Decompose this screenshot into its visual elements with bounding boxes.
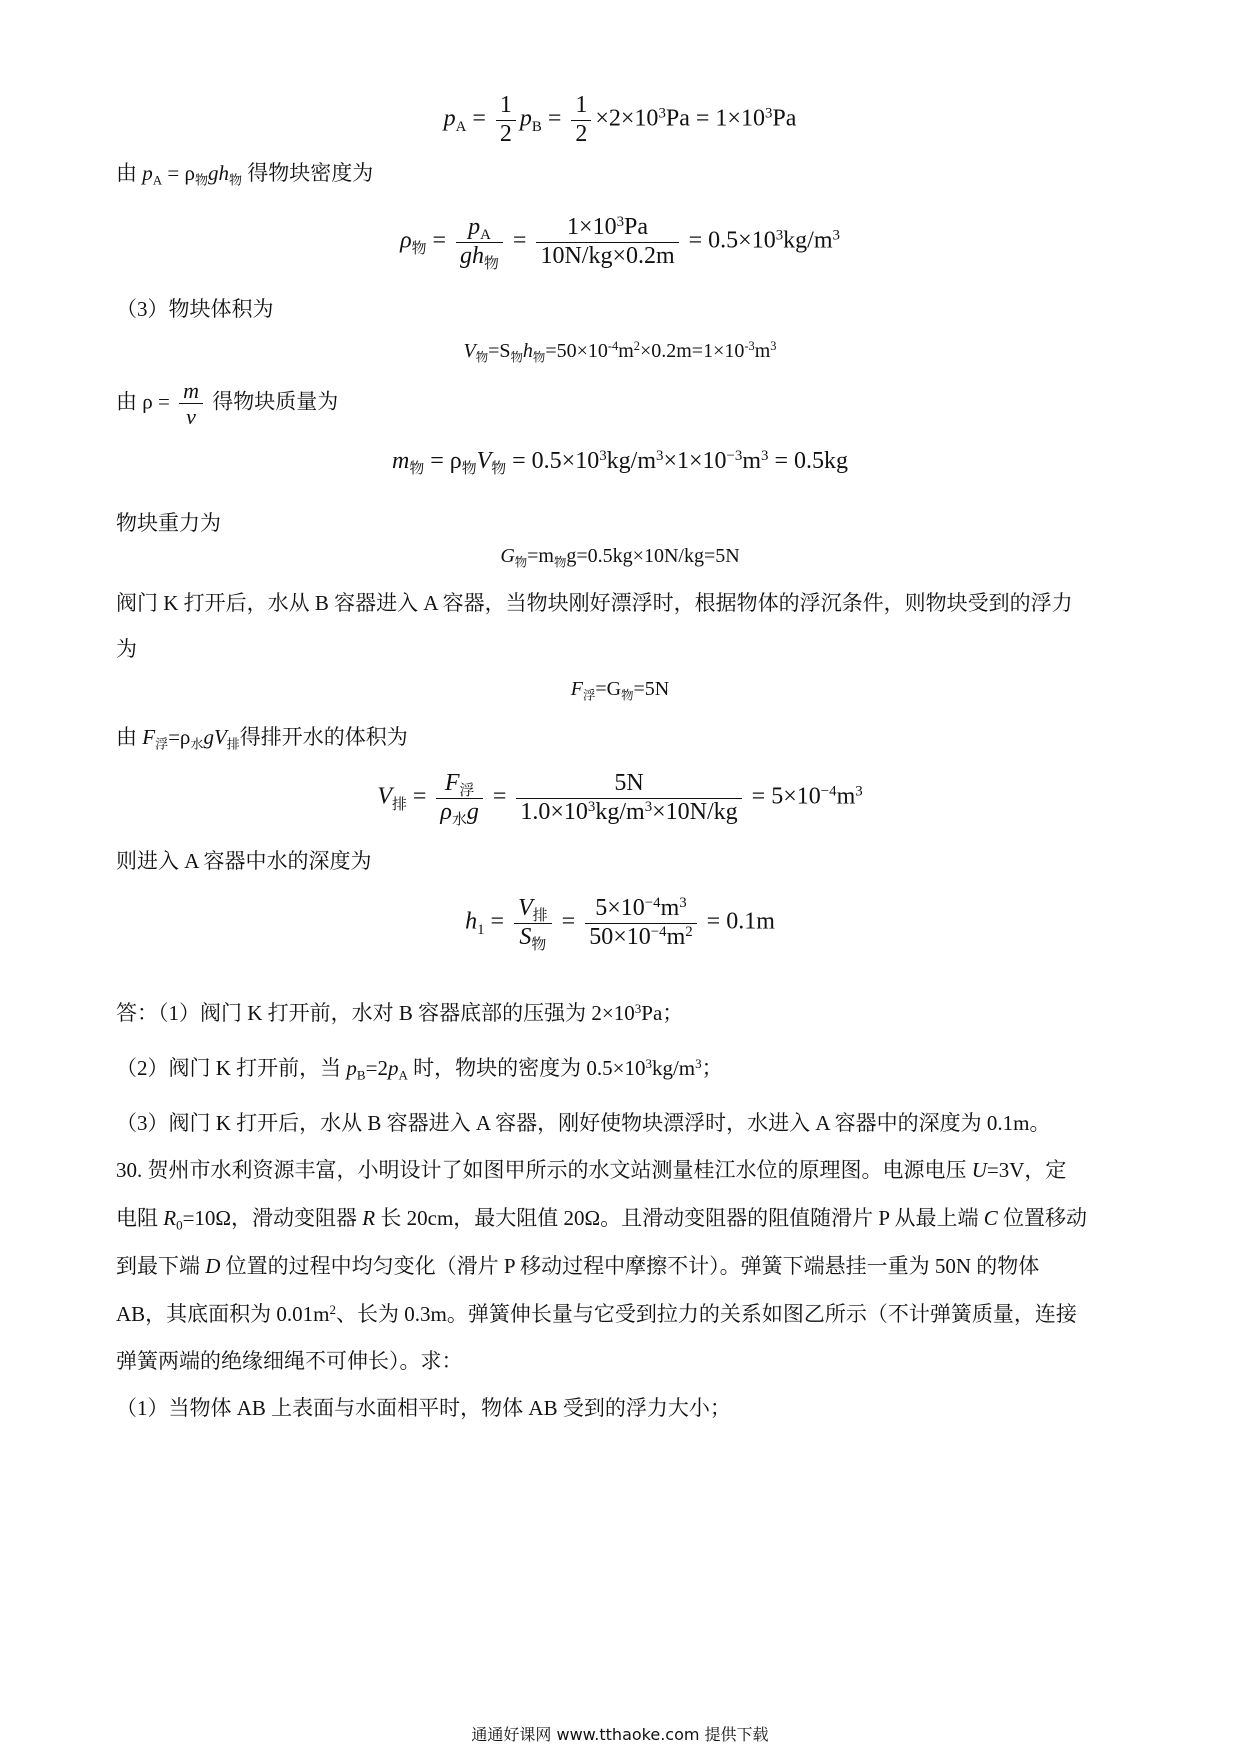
equation-mass: $m_物 = \rho_物V_物 = 0.5\times 10^3kg/m^3\times 1\times 10^{-3}m^3 = 0.5kg$: [391, 447, 848, 478]
answer-2: （2）阀门 K 打开前，当 $p_B=2p_A$ 时，物块的密度为 $0.5\times 10^3kg/m^3$；: [116, 1055, 723, 1083]
question-30-line-5: 弹簧两端的绝缘细绳不可伸长）。求：: [116, 1349, 463, 1373]
equation-pressure-A: $p_A$ = $\frac{1}{2}$ $p_B$ = $\frac{1}{2}$ $\times 2\times 10^3Pa = 1\times 10^3Pa$: [443, 92, 797, 147]
density-intro-line: 由 $p_A = \rho_物gh_物$ 得物块密度为: [116, 161, 374, 188]
equation-weight: $G_物=m_物g=0.5kg\times 10N/kg=5N$: [500, 545, 740, 570]
question-30-line-2: 电阻 $R_0=10\Omega$，滑动变阻器 R 长 20cm，最大阻值 20Ω。且滑动变阻器的阻值随滑片 P 从最上端 C 位置移动: [116, 1206, 1088, 1233]
valve-text-line-2: 为: [116, 637, 137, 661]
question-30-line-1: 30. 贺州市水利资源丰富，小明设计了如图甲所示的水文站测量桂江水位的原理图。电源电压 U=3V，定: [116, 1158, 1067, 1182]
equation-buoyancy: $F_浮=G_物=5N$: [570, 678, 670, 703]
weight-heading: 物块重力为: [116, 511, 221, 535]
section-3-heading: （3）物块体积为: [116, 297, 274, 321]
question-30-line-3: 到最下端 D 位置的过程中均匀变化（滑片 P 移动过程中摩擦不计）。弹簧下端悬挂一重为 50N 的物体: [116, 1254, 1040, 1278]
displaced-volume-intro: 由 $F_浮=\rho_水gV_排$得排开水的体积为: [116, 725, 408, 752]
equation-displaced-volume: $V_排$ = $\frac{F_浮}{\rho_水g}$ = $\frac{5N}{1.0\times 10^3kg/m^3\times 10N/kg}$ = $5\times 10^{-4}m^3$: [377, 770, 863, 828]
valve-text-line-1: 阀门 K 打开后，水从 B 容器进入 A 容器，当物块刚好漂浮时，根据物体的浮沉条件，则物块受到的浮力: [116, 591, 1073, 615]
answer-1: 答：（1）阀门 K 打开前，水对 B 容器底部的压强为 $2\times 10^3Pa$；: [116, 1000, 684, 1025]
page-footer: 通通好课网 www.tthaoke.com 提供下载: [471, 1725, 769, 1744]
equation-volume: $V_物=S_物h_物=50\times 10^{-4}m^2\times 0.2m=1\times 10^{-3}m^3$: [463, 339, 777, 365]
depth-heading: 则进入 A 容器中水的深度为: [116, 849, 372, 873]
equation-depth: $h_1$ = $\frac{V_排}{S_物}$ = $\frac{5\times 10^{-4}m^3}{50\times 10^{-4}m^2}$ = 0.1m: [465, 894, 775, 953]
question-30-line-4: AB，其底面积为 $0.01m^2$、长为 0.3m。弹簧伸长量与它受到拉力的关系如图乙所示（不计弹簧质量，连接: [116, 1301, 1077, 1326]
answer-3: （3）阀门 K 打开后，水从 B 容器进入 A 容器，刚好使物块漂浮时，水进入 A 容器中的深度为 0.1m。: [116, 1111, 1051, 1135]
equation-density: $\rho_物$ = $\frac{p_A}{gh_物}$ = $\frac{1\times 10^3Pa}{10N/kg\times 0.2m}$ = $0.5\times 10^3kg/m^3$: [400, 213, 840, 272]
question-30-part-1: （1）当物体 AB 上表面与水面相平时，物体 AB 受到的浮力大小；: [116, 1396, 731, 1420]
mass-intro-line: 由 ρ = $\frac{m}{v}$ 得物块质量为: [116, 378, 339, 430]
